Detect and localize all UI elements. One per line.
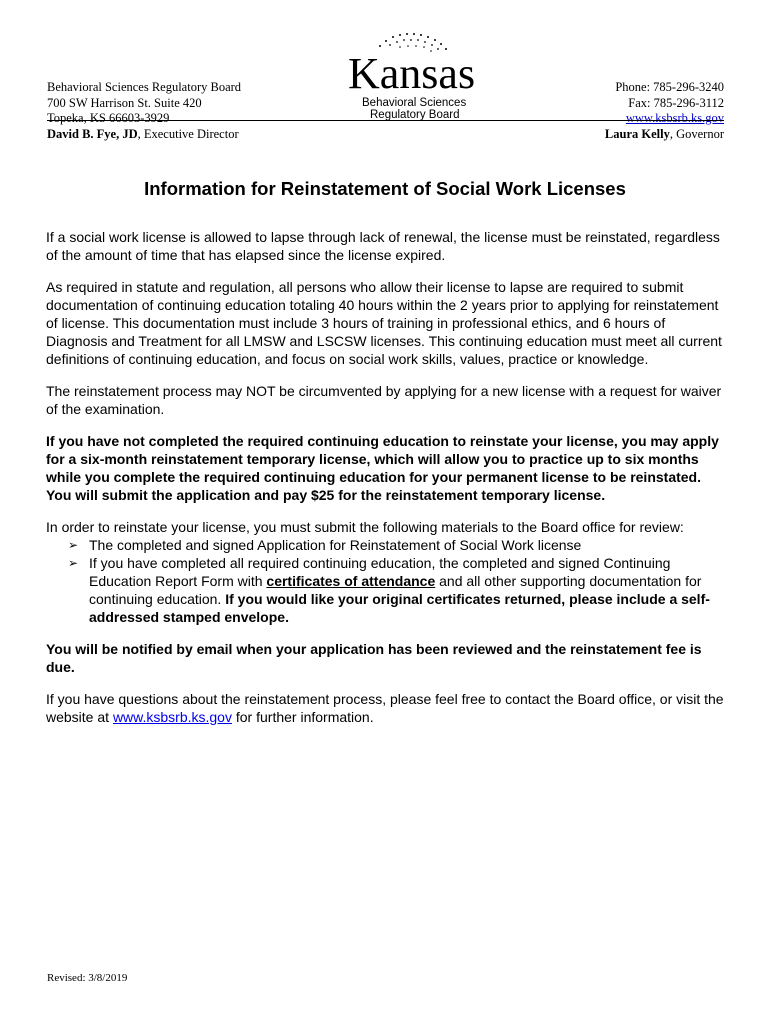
director-name: David B. Fye, JD xyxy=(47,126,138,141)
materials-list xyxy=(46,536,726,626)
org-name: Behavioral Sciences Regulatory Board xyxy=(47,80,242,94)
phone: Phone: 785-296-3240 xyxy=(615,80,724,94)
paragraph-circumvent: The reinstatement process may NOT be circumvented by applying for a new license with a request for waiver of the examination. xyxy=(46,383,722,417)
contact-text-end: for further information. xyxy=(231,709,374,725)
governor-title: , Governor xyxy=(669,126,724,141)
document-body xyxy=(46,228,726,740)
list-item xyxy=(46,554,726,626)
paragraph-contact xyxy=(46,690,726,726)
bullet-application: The completed and signed Application for Reinstatement of Social Work license xyxy=(89,537,582,553)
director-title: , Executive Director xyxy=(137,126,239,141)
logo-kansas-text: Kansas xyxy=(348,49,476,98)
page-title: Information for Reinstatement of Social Work Licenses xyxy=(144,178,626,199)
header-divider xyxy=(47,120,724,121)
logo-line-1: Behavioral Sciences xyxy=(362,97,467,109)
address-line-1: 700 SW Harrison St. Suite 420 xyxy=(47,95,202,110)
governor-name: Laura Kelly xyxy=(604,126,670,141)
revision-date: Revised: 3/8/2019 xyxy=(47,972,128,984)
bullet-ce-envelope-note: If you would like your original certificates returned, please include a self-addressed stamped envelope. xyxy=(89,591,710,625)
header-website-link[interactable]: www.ksbsrb.ks.gov xyxy=(625,111,724,125)
bullet-ce-text: If you have completed all required continuing education, the completed and signed Continuing Education Report Form with xyxy=(89,555,671,589)
paragraph-lapse: If a social work license is allowed to lapse through lack of renewal, the license must be reinstated, regardless of the amount of time that has elapsed since the license expired. xyxy=(46,229,720,263)
arrow-bullet-icon: ➢ xyxy=(68,556,79,570)
paragraph-temporary-license: If you have not completed the required continuing education to reinstate your license, you may apply for a six-month reinstatement temporary license, which will allow you to practice up to six months while you complete the required continuing education for your permanent license to be reinstated. You will submit the application and pay $25 for the reinstatement temporary license. xyxy=(46,433,719,503)
logo-line-2: Regulatory Board xyxy=(370,109,460,121)
header-left-block xyxy=(47,80,241,142)
address-line-2: Topeka, KS 66603-3929 xyxy=(47,111,170,125)
arrow-bullet-icon: ➢ xyxy=(68,538,79,552)
fax: Fax: 785-296-3112 xyxy=(628,95,724,110)
paragraph-materials: In order to reinstate your license, you must submit the following materials to the Board office for review: xyxy=(46,519,684,535)
list-item xyxy=(46,536,726,554)
header-right-block xyxy=(605,80,724,142)
paragraph-requirements: As required in statute and regulation, all persons who allow their license to lapse are required to submit documentation of continuing education totaling 40 hours within the 2 years prior to applying for reinstatement of license. This documentation must include 3 hours of training in professional ethics, and 6 hours of Diagnosis and Treatment for all LMSW and LSCSW licenses. This continuing education must meet all current definitions of continuing education, and focus on social work skills, values, practice or knowledge. xyxy=(46,279,722,367)
director-line xyxy=(47,127,241,143)
paragraph-notification: You will be notified by email when your application has been reviewed and the reinstatement fee is due. xyxy=(46,641,702,675)
certificates-of-attendance: certificates of attendance xyxy=(266,573,436,589)
contact-text: If you have questions about the reinstatement process, please feel free to contact the Board office, or visit the website at xyxy=(46,691,724,725)
website-link[interactable]: www.ksbsrb.ks.gov xyxy=(112,709,232,725)
kansas-bsrb-logo xyxy=(340,26,482,122)
bullet-ce-text-2: and all other supporting documentation for continuing education. xyxy=(89,573,702,607)
governor-line xyxy=(605,127,724,143)
